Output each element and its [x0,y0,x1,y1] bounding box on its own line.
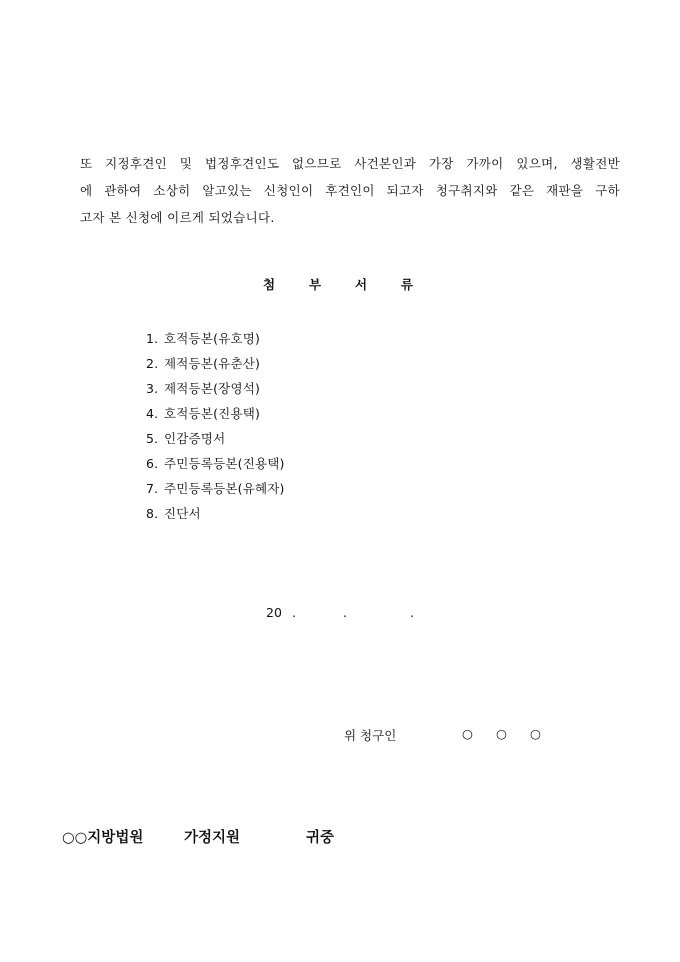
petitioner-name-char-3: ○ [530,726,541,741]
attachment-number: 5. [146,431,159,446]
attachments-title-char-3: 서 [354,277,368,292]
attachments-title-char-1: 첨 [263,277,276,292]
attachment-number: 8. [146,506,159,521]
body-line-2: 에 관하여 소상히 알고있는 신청인이 후견인이 되고자 청구취지와 같은 재판을 구하 [80,183,620,198]
date-separator-3: . [410,605,414,620]
attachment-number: 4. [146,406,159,421]
attachment-item [146,351,285,376]
attachment-item [146,451,285,476]
attachment-text: 제적등본(유춘산) [164,356,261,371]
date-year-prefix: 20 [266,605,282,620]
body-line-1: 또 지정후견인 및 법정후견인도 없으므로 사건본인과 가장 가까이 있으며, 생활전반 [80,156,620,171]
attachment-item [146,326,285,351]
body-paragraph [80,150,620,231]
attachment-text: 주민등록등본(유혜자) [164,481,285,496]
date-separator-1: . [292,605,296,620]
attachment-text: 호적등본(유호명) [164,331,261,346]
court-honorific: 귀중 [306,830,335,846]
attachments-title-char-4: 류 [400,277,413,292]
attachments-title-char-2: 부 [308,277,322,292]
attachment-number: 7. [146,481,159,496]
attachment-item [146,501,285,526]
attachment-item [146,426,285,451]
court-name: ○○지방법원 [62,830,144,846]
attachment-number: 2. [146,356,159,371]
attachment-text: 진단서 [164,506,201,521]
attachments-title [263,275,413,293]
court-branch: 가정지원 [184,830,241,846]
attachments-list [146,326,285,526]
attachment-text: 호적등본(진용택) [164,406,261,421]
body-line-3: 고자 본 신청에 이르게 되었습니다. [80,210,275,225]
petitioner-name-char-1: ○ [462,726,473,741]
attachment-number: 3. [146,381,159,396]
attachment-item [146,401,285,426]
attachment-text: 주민등록등본(진용택) [164,456,285,471]
petitioner-label: 위 청구인 [344,728,397,743]
attachment-text: 제적등본(장영석) [164,381,261,396]
petitioner-name-char-2: ○ [496,726,507,741]
date-separator-2: . [343,605,347,620]
attachment-number: 6. [146,456,159,471]
attachment-text: 인감증명서 [164,431,226,446]
attachment-number: 1. [146,331,159,346]
attachment-item [146,476,285,501]
attachment-item [146,376,285,401]
